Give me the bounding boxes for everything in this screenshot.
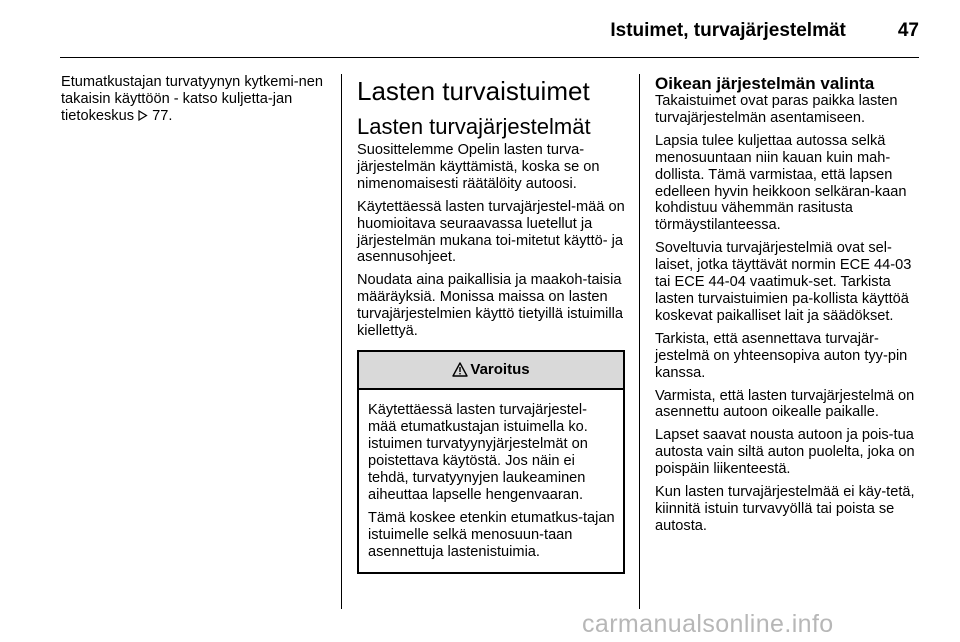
warning-paragraph: Tämä koskee etenkin etumatkus-tajan istuimelle selkä menosuun-taan asennettuja lastenistuimia. xyxy=(368,510,615,561)
column-divider-left xyxy=(341,74,342,609)
airbag-reactivation-text: Etumatkustajan turvatyynyn kytkemi-nen takaisin käyttöön - katso kuljetta-jan tietokeskus xyxy=(61,74,323,124)
warning-paragraph: Käytettäessä lasten turvajärjestel-mää etumatkustajan istuimella ko. istuimen turvatyynyjärjestelmät on poistettava käytöstä. Jos näin ei tehdä, turvatyynyjen laukeaminen aiheuttaa lapselle hengenvaaran. xyxy=(368,401,588,503)
body-paragraph: Lapsia tulee kuljettaa autossa selkä menosuuntaan niin kauan kuin mah-dollista. Tämä varmistaa, että lapsen edelleen hyvin heikkoon selkäran-kaan kohdistuu vähemmän rasitusta törmäystilanteessa. xyxy=(655,132,907,234)
page-reference-arrow-icon xyxy=(138,110,148,121)
warning-header xyxy=(359,352,623,390)
subsection-heading: Oikean järjestelmän valinta xyxy=(655,74,875,93)
warning-label: Varoitus xyxy=(470,360,530,378)
left-column xyxy=(61,74,329,131)
page-reference-link[interactable]: 77. xyxy=(152,107,173,124)
body-paragraph: Käytettäessä lasten turvajärjestel-mää on huomioitava seuraavassa luetellut ja järjestelmän mukana toi-mitetut käyttö- ja asennusohjeet. xyxy=(357,198,625,266)
page-number: 47 xyxy=(897,20,919,41)
right-column xyxy=(655,74,923,541)
warning-box xyxy=(357,350,625,574)
warning-body xyxy=(359,390,623,572)
warning-triangle-icon xyxy=(452,362,468,377)
page-header xyxy=(60,14,919,48)
body-paragraph: Takaistuimet ovat paras paikka lasten turvajärjestelmän asentamiseen. xyxy=(655,93,898,126)
body-paragraph: Tarkista, että asennettava turvajär-jestelmä on yhteensopiva auton tyy-pin kanssa. xyxy=(655,330,908,381)
section-title: Istuimet, turvajärjestelmät xyxy=(610,20,846,41)
body-paragraph: Noudata aina paikallisia ja maakoh-taisia määräyksiä. Monissa maissa on lasten turvajärjestelmien käyttö tietyillä istuimilla kiellettyä. xyxy=(357,272,624,340)
body-paragraph: Kun lasten turvajärjestelmää ei käy-tetä, kiinnitä istuin turvavyöllä tai poista se autosta. xyxy=(655,484,915,534)
header-divider xyxy=(60,57,919,58)
left-column-paragraph xyxy=(61,74,329,125)
body-paragraph: Suosittelemme Opelin lasten turva-järjestelmän käyttämistä, koska se on nimenomaisesti räätälöity autoosi. xyxy=(357,142,600,192)
watermark: carmanualsonline.info xyxy=(582,610,834,638)
middle-column xyxy=(357,74,625,574)
body-paragraph: Lapset saavat nousta autoon ja pois-tua autosta vain siltä auton puolelta, joka on poispäin liikenteestä. xyxy=(655,427,915,478)
body-paragraph: Soveltuvia turvajärjestelmiä ovat sel-laiset, jotka täyttävät normin ECE 44-03 tai ECE 44-04 vaatimuk-set. Tarkista lasten turvaistuimien pa-kollista käyttöä koskevat paikalliset lait ja säädökset. xyxy=(655,240,912,324)
section-heading: Lasten turvaistuimet xyxy=(357,76,590,106)
body-paragraph: Varmista, että lasten turvajärjestelmä on asennettu autoon oikealle paikalle. xyxy=(655,387,915,421)
column-divider-right xyxy=(639,74,640,609)
subsection-heading: Lasten turvajärjestelmät xyxy=(357,114,591,139)
